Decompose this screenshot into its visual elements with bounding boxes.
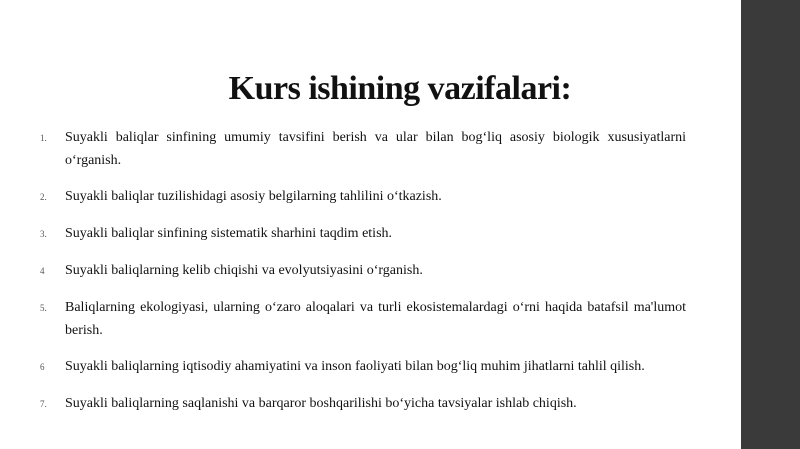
task-list [40,126,686,429]
list-item-number: 5. [40,303,47,313]
list-item-text: Suyakli baliqlarning kelib chiqishi va evolyutsiyasini o‘rganish. [65,263,423,278]
list-item-text: Suyakli baliqlarning saqlanishi va barqaror boshqarilishi bo‘yicha tavsiyalar ishlab chiqish. [65,396,577,411]
list-item [40,185,686,209]
list-item-text: Suyakli baliqlar sinfining umumiy tavsifini berish va ular bilan bog‘liq asosiy biologik xususiyatlarni o‘rganish. [65,130,686,168]
list-item [40,126,686,172]
list-item-text: Suyakli baliqlar tuzilishidagi asosiy belgilarning tahlilini o‘tkazish. [65,189,442,204]
list-item-number: 3. [40,229,47,239]
list-item [40,222,686,246]
list-item [40,296,686,342]
list-item-text: Suyakli baliqlarning iqtisodiy ahamiyatini va inson faoliyati bilan bog‘liq muhim jihatlarni tahlil qilish. [65,359,645,374]
list-item-number: 7. [40,399,47,409]
list-item-text: Baliqlarning ekologiyasi, ularning o‘zaro aloqalari va turli ekosistemalardagi o‘rni haqida batafsil ma'lumot berish. [65,300,686,338]
list-item-number: 1. [40,133,47,143]
list-item-number: 2. [40,192,47,202]
list-item [40,392,686,416]
list-item-number: 4 [40,266,45,276]
list-item [40,259,686,283]
list-item-number: 6 [40,362,45,372]
list-item [40,355,686,379]
slide-title: Kurs ishining vazifalari: [228,70,572,107]
list-item-text: Suyakli baliqlar sinfining sistematik sharhini taqdim etish. [65,226,393,241]
